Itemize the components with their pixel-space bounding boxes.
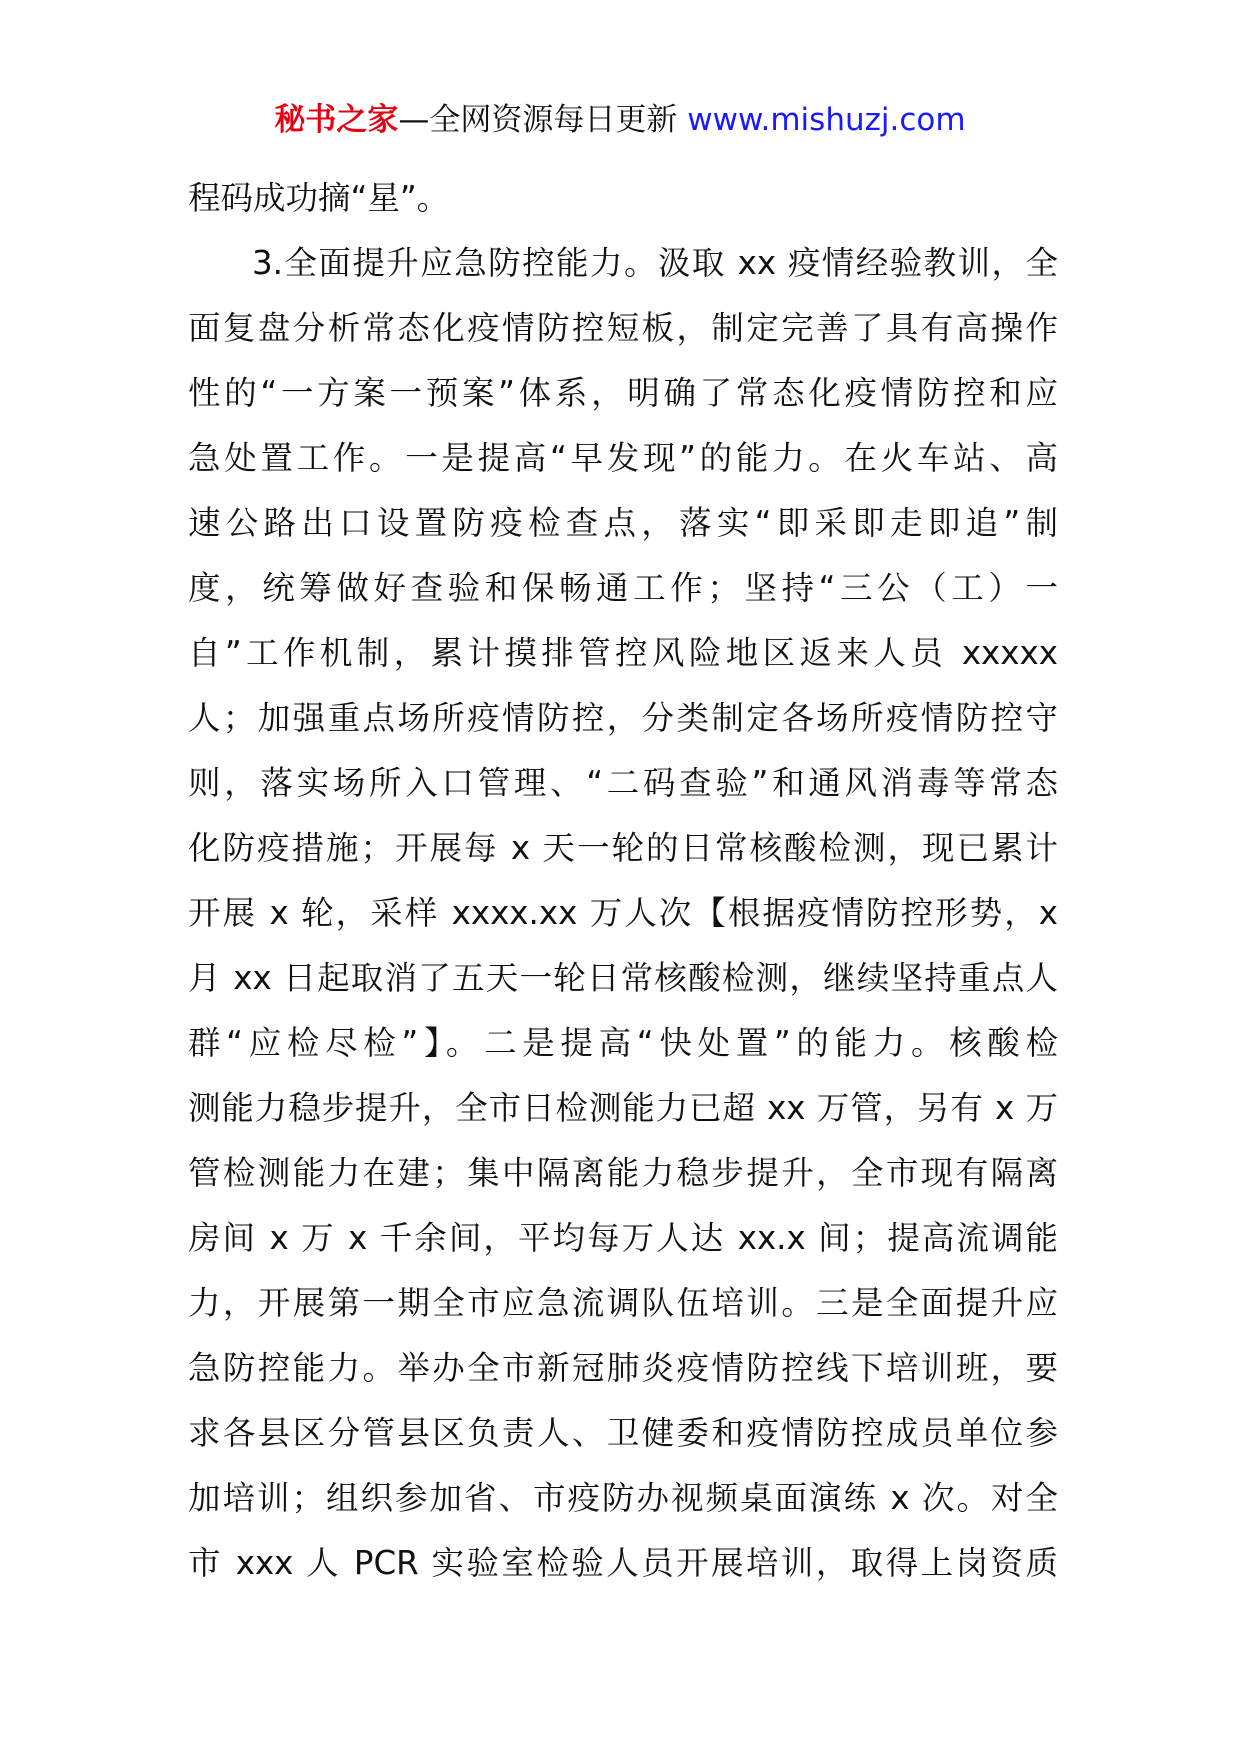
- text-line: 性的“一方案一预案”体系，明确了常态化疫情防控和应: [188, 374, 1058, 412]
- text-line: 速公路出口设置防疫检查点，落实“即采即走即追”制: [188, 504, 1058, 542]
- text-line: 3.全面提升应急防控能力。汲取 xx 疫情经验教训，全: [252, 244, 1058, 282]
- text-line: 加培训；组织参加省、市疫防办视频桌面演练 x 次。对全: [188, 1479, 1058, 1517]
- text-line: 度，统筹做好查验和保畅通工作；坚持“三公（工）一: [188, 569, 1058, 607]
- text-line: 月 xx 日起取消了五天一轮日常核酸检测，继续坚持重点人: [188, 959, 1058, 997]
- site-url-link[interactable]: www.mishuzj.com: [687, 102, 966, 138]
- text-line: 则，落实场所入口管理、“二码查验”和通风消毒等常态: [188, 764, 1058, 802]
- text-line: 测能力稳步提升，全市日检测能力已超 xx 万管，另有 x 万: [188, 1089, 1058, 1127]
- text-line: 力，开展第一期全市应急流调队伍培训。三是全面提升应: [188, 1284, 1058, 1322]
- text-line: 群“应检尽检”】。二是提高“快处置”的能力。核酸检: [188, 1024, 1058, 1062]
- site-brand: 秘书之家: [274, 102, 399, 138]
- text-line: 人；加强重点场所疫情防控，分类制定各场所疫情防控守: [188, 699, 1058, 737]
- text-line: 自”工作机制，累计摸排管控风险地区返来人员 xxxxx: [188, 634, 1058, 672]
- text-line: 开展 x 轮，采样 xxxx.xx 万人次【根据疫情防控形势，x: [188, 894, 1058, 932]
- text-line: 面复盘分析常态化疫情防控短板，制定完善了具有高操作: [188, 309, 1058, 347]
- text-line: 急防控能力。举办全市新冠肺炎疫情防控线下培训班，要: [188, 1349, 1058, 1387]
- site-tagline: —全网资源每日更新: [398, 102, 678, 138]
- text-line: 管检测能力在建；集中隔离能力稳步提升，全市现有隔离: [188, 1154, 1058, 1192]
- text-line: 急处置工作。一是提高“早发现”的能力。在火车站、高: [188, 439, 1058, 477]
- text-line: 化防疫措施；开展每 x 天一轮的日常核酸检测，现已累计: [188, 829, 1058, 867]
- text-line: 程码成功摘“星”。: [188, 179, 450, 217]
- text-line: 房间 x 万 x 千余间，平均每万人达 xx.x 间；提高流调能: [188, 1219, 1058, 1257]
- page-header: [0, 98, 1240, 142]
- text-line: 求各县区分管县区负责人、卫健委和疫情防控成员单位参: [188, 1414, 1058, 1452]
- text-line: 市 xxx 人 PCR 实验室检验人员开展培训，取得上岗资质: [188, 1544, 1058, 1582]
- document-body: [188, 166, 1058, 1596]
